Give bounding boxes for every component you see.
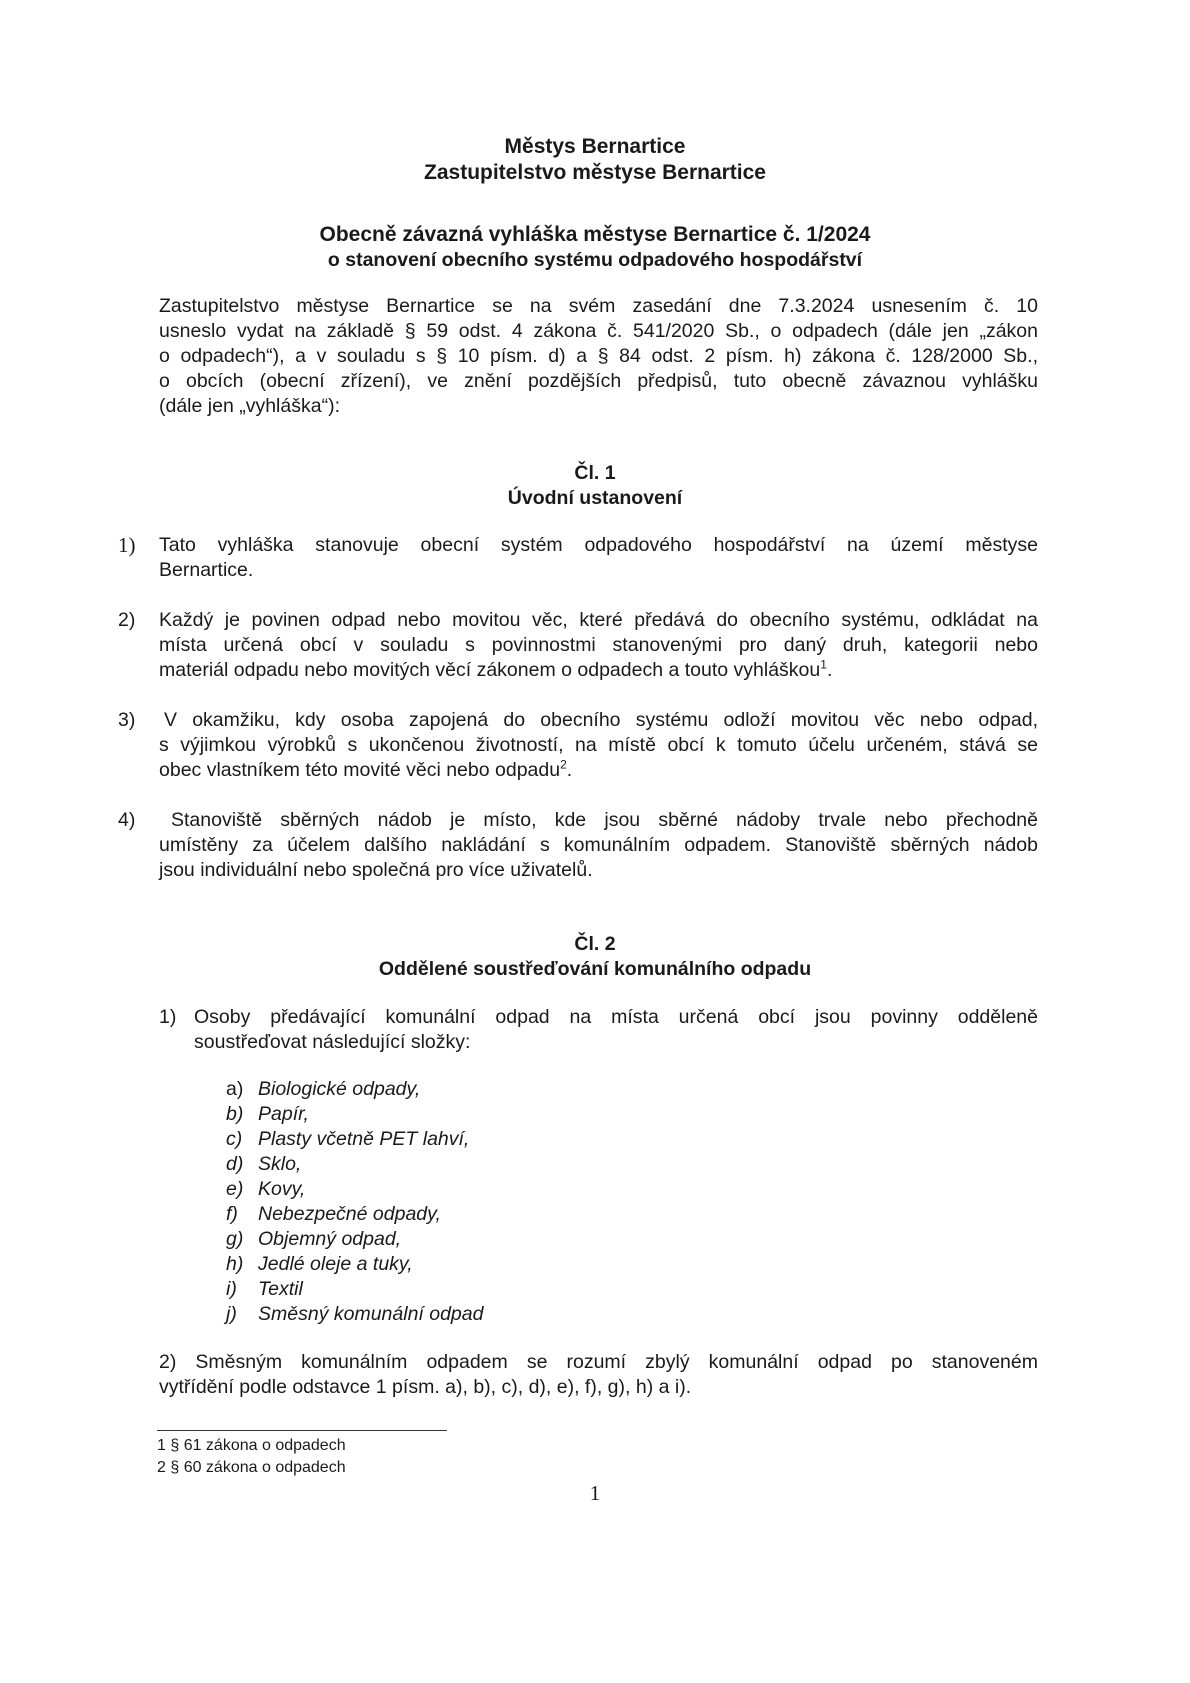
art1-p4-line-2: umístěny za účelem dalšího nakládání s komunálním odpadem. Stanoviště sběrných nádob: [159, 834, 1038, 856]
art1-p2-line-3: materiál odpadu nebo movitých věcí zákonem o odpadech a touto vyhláškou$^1$.: [159, 657, 833, 681]
footnote-ref-1: 1: [820, 657, 827, 672]
art2-p1-line-1: Osoby předávající komunální odpad na místa určená obcí jsou povinny odděleně: [194, 1006, 1038, 1028]
preamble-line-2: usneslo vydat na základě § 59 odst. 4 zákona č. 541/2020 Sb., o odpadech (dále jen „zákon: [159, 320, 1038, 342]
preamble-line-5: (dále jen „vyhláška“):: [159, 395, 340, 417]
art1-p2-line-1: Každý je povinen odpad nebo movitou věc, které předává do obecního systému, odkládat na: [159, 609, 1038, 631]
list-item: e) Kovy,: [226, 1178, 306, 1200]
art2-p2-line-1: 2) Směsným komunálním odpadem se rozumí zbylý komunální odpad po stanoveném: [159, 1351, 1038, 1373]
list-item: d) Sklo,: [226, 1153, 302, 1175]
footnote-1: 1 § 61 zákona o odpadech: [157, 1437, 346, 1454]
footnote-ref-2: 2: [560, 757, 567, 772]
paragraph-number: 1): [118, 533, 136, 557]
list-item: f) Nebezpečné odpady,: [226, 1203, 441, 1225]
decree-subtitle: o stanovení obecního systému odpadového hospodářství: [327, 249, 863, 271]
paragraph-number: 4): [118, 809, 136, 831]
page-number: 1: [589, 1481, 601, 1505]
art1-p4-line-1: Stanoviště sběrných nádob je místo, kde jsou sběrné nádoby trvale nebo přechodně: [171, 809, 1038, 831]
council-name: Zastupitelstvo městyse Bernartice: [424, 161, 766, 184]
paragraph-number: 1): [159, 1006, 177, 1028]
article-2-number: Čl. 2: [574, 933, 616, 955]
art1-p3-line-3: obec vlastníkem této movité věci nebo odpadu$^2$.: [159, 757, 573, 781]
list-item: g) Objemný odpad,: [226, 1228, 402, 1250]
art1-p1-line-1: Tato vyhláška stanovuje obecní systém odpadového hospodářství na území městyse: [159, 534, 1038, 556]
list-item: b) Papír,: [226, 1103, 309, 1125]
list-item: a) Biologické odpady,: [226, 1078, 421, 1100]
article-2-heading: Oddělené soustřeďování komunálního odpadu: [378, 958, 812, 980]
list-item: h) Jedlé oleje a tuky,: [226, 1253, 413, 1275]
art1-p2-line-2: místa určená obcí v souladu s povinnostmi stanovenými pro daný druh, kategorii nebo: [159, 634, 1038, 656]
art1-p3-line-2: s výjimkou výrobků s ukončenou životností, na místě obcí k tomuto účelu určeném, stává se: [159, 734, 1038, 756]
article-1-heading: Úvodní ustanovení: [507, 487, 683, 509]
list-item: i) Textil: [226, 1278, 303, 1300]
art2-p2-line-2: vytřídění podle odstavce 1 písm. a), b), c), d), e), f), g), h) a i).: [159, 1376, 692, 1398]
decree-title: Obecně závazná vyhláška městyse Bernartice č. 1/2024: [319, 223, 871, 246]
list-item: c) Plasty včetně PET lahví,: [226, 1128, 470, 1150]
preamble-line-1: Zastupitelstvo městyse Bernartice se na svém zasedání dne 7.3.2024 usnesením č. 10: [159, 295, 1038, 317]
art1-p3-line-1: V okamžiku, kdy osoba zapojená do obecního systému odloží movitou věc nebo odpad,: [164, 709, 1038, 731]
article-1-number: Čl. 1: [574, 462, 616, 484]
list-item: j) Směsný komunální odpad: [226, 1303, 484, 1325]
paragraph-number: 3): [118, 709, 136, 731]
art2-p1-line-2: soustřeďovat následující složky:: [194, 1031, 471, 1053]
footnote-2: 2 § 60 zákona o odpadech: [157, 1459, 346, 1476]
art1-p4-line-3: jsou individuální nebo společná pro více uživatelů.: [159, 859, 593, 881]
municipality-name: Městys Bernartice: [504, 135, 686, 158]
paragraph-number: 2): [118, 609, 136, 631]
art1-p1-line-2: Bernartice.: [159, 559, 254, 581]
preamble-line-3: o odpadech“), a v souladu s § 10 písm. d) a § 84 odst. 2 písm. h) zákona č. 128/2000 Sb.,: [159, 345, 1038, 367]
preamble-line-4: o obcích (obecní zřízení), ve znění pozdějších předpisů, tuto obecně závaznou vyhlášku: [159, 370, 1038, 392]
footnote-divider: [157, 1430, 447, 1431]
